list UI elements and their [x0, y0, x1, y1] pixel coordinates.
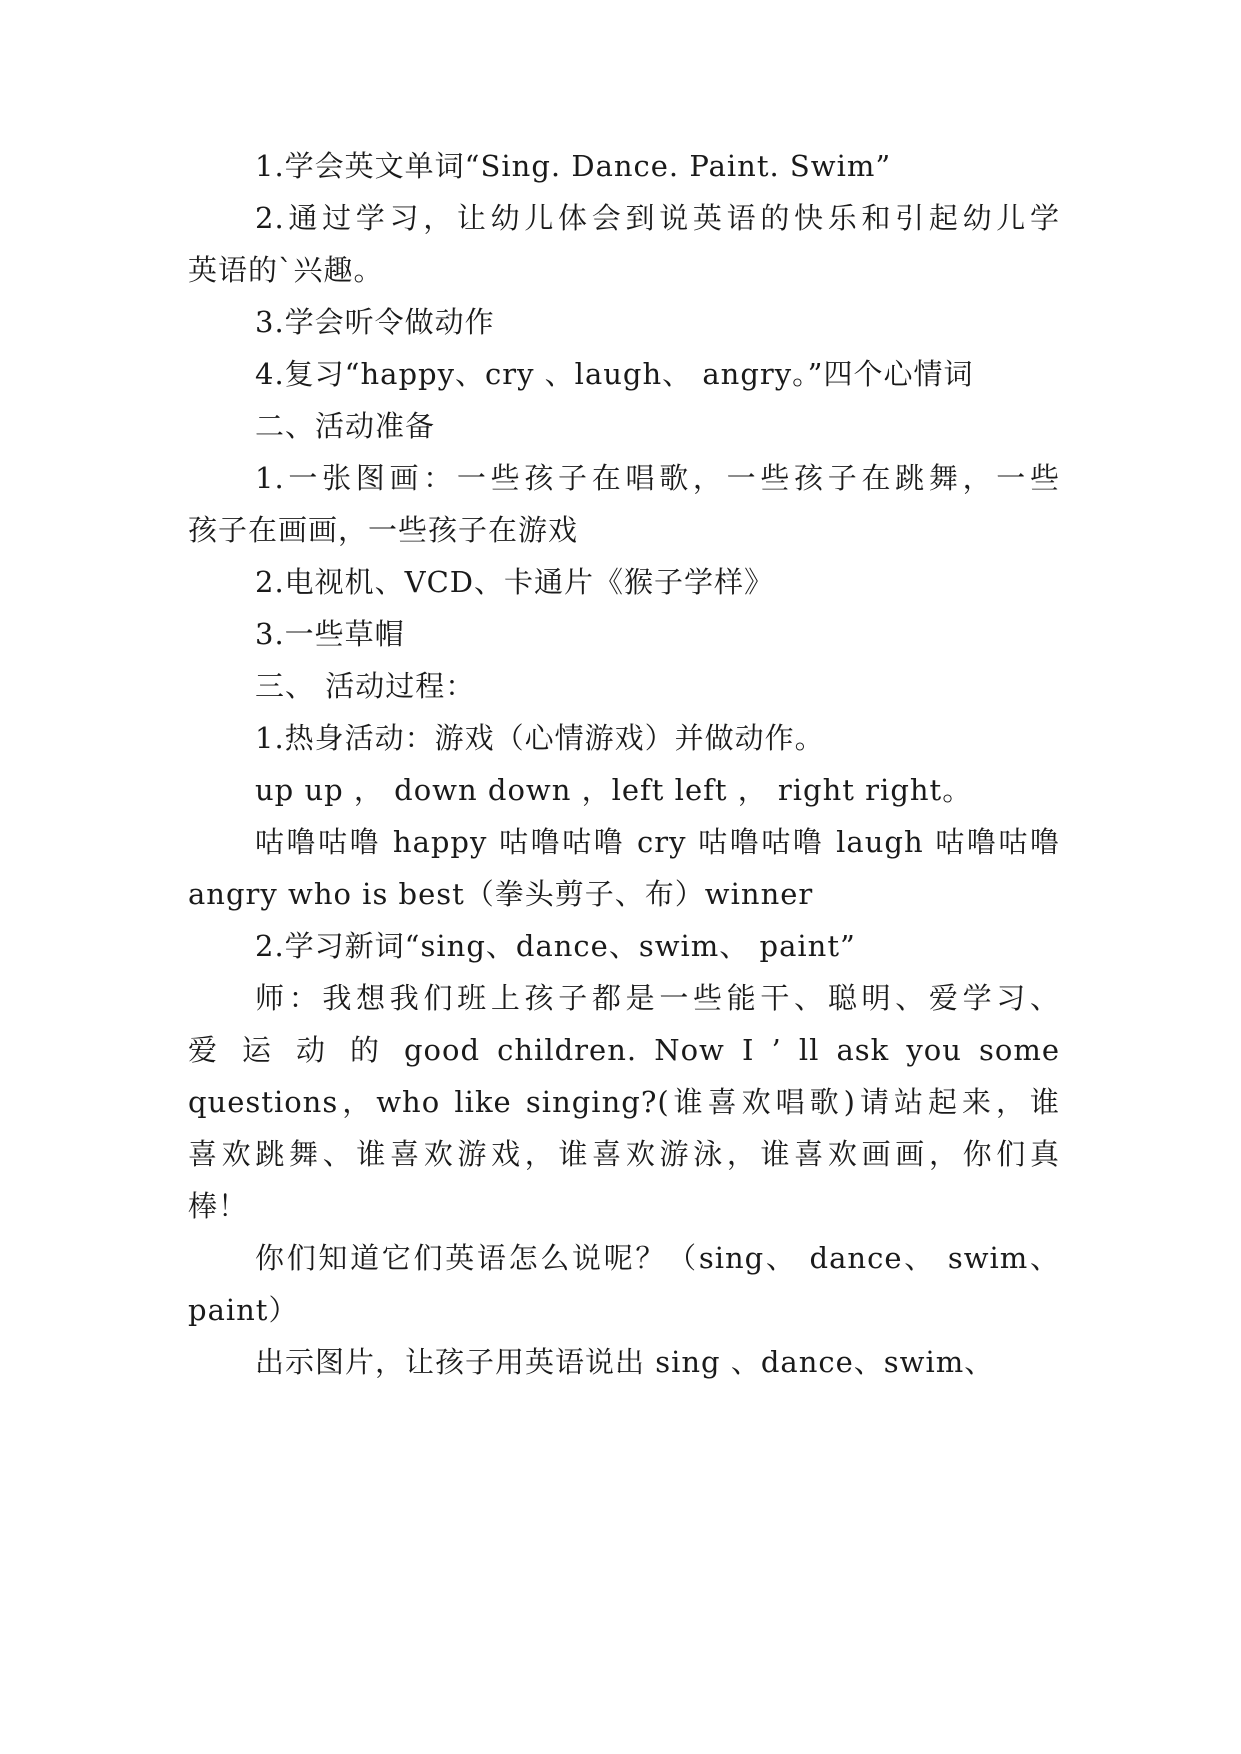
- show-picture-line: 出示图片，让孩子用英语说出 sing 、dance、swim、: [255, 1345, 995, 1379]
- objective-2-line-2: 英语的`兴趣。: [188, 253, 384, 287]
- teacher-speech-line-3: questions，who like singing?(谁喜欢唱歌)请站起来，谁: [188, 1085, 1060, 1119]
- teacher-speech-line-2: 爱 运 动 的 good children. Now I ’ ll ask you some: [188, 1033, 1060, 1067]
- warmup-chant-line-1: up up ， down down ，left left ， right right。: [255, 773, 973, 807]
- teacher-speech-line-5: 棒！: [188, 1189, 249, 1223]
- objective-4: 4.复习“happy、cry 、laugh、 angry。”四个心情词: [255, 357, 974, 391]
- preparation-1-line-2: 孩子在画画，一些孩子在游戏: [188, 513, 579, 547]
- preparation-3: 3.一些草帽: [255, 617, 405, 651]
- warmup-chant-line-2: 咕噜咕噜 happy 咕噜咕噜 cry 咕噜咕噜 laugh 咕噜咕噜: [255, 825, 1060, 859]
- objective-1: 1.学会英文单词“Sing. Dance. Paint. Swim”: [255, 149, 892, 183]
- preparation-2: 2.电视机、VCD、卡通片《猴子学样》: [255, 565, 775, 599]
- section-heading-process: 三、 活动过程：: [255, 669, 476, 703]
- process-step-2: 2.学习新词“sing、dance、swim、 paint”: [255, 929, 856, 963]
- section-heading-preparation: 二、活动准备: [255, 409, 436, 443]
- preparation-1-line-1: 1.一张图画：一些孩子在唱歌，一些孩子在跳舞，一些: [255, 461, 1060, 495]
- objective-2-line-1: 2.通过学习，让幼儿体会到说英语的快乐和引起幼儿学: [255, 201, 1060, 235]
- warmup-chant-line-3: angry who is best（拳头剪子、布）winner: [188, 877, 814, 911]
- process-step-1: 1.热身活动：游戏（心情游戏）并做动作。: [255, 721, 825, 755]
- teacher-speech-line-4: 喜欢跳舞、谁喜欢游戏，谁喜欢游泳，谁喜欢画画，你们真: [188, 1137, 1060, 1171]
- question-line-2: paint）: [188, 1293, 299, 1327]
- teacher-speech-line-1: 师：我想我们班上孩子都是一些能干、聪明、爱学习、: [255, 981, 1060, 1015]
- question-line-1: 你们知道它们英语怎么说呢？（sing、 dance、 swim、: [255, 1241, 1060, 1275]
- objective-3: 3.学会听令做动作: [255, 305, 495, 339]
